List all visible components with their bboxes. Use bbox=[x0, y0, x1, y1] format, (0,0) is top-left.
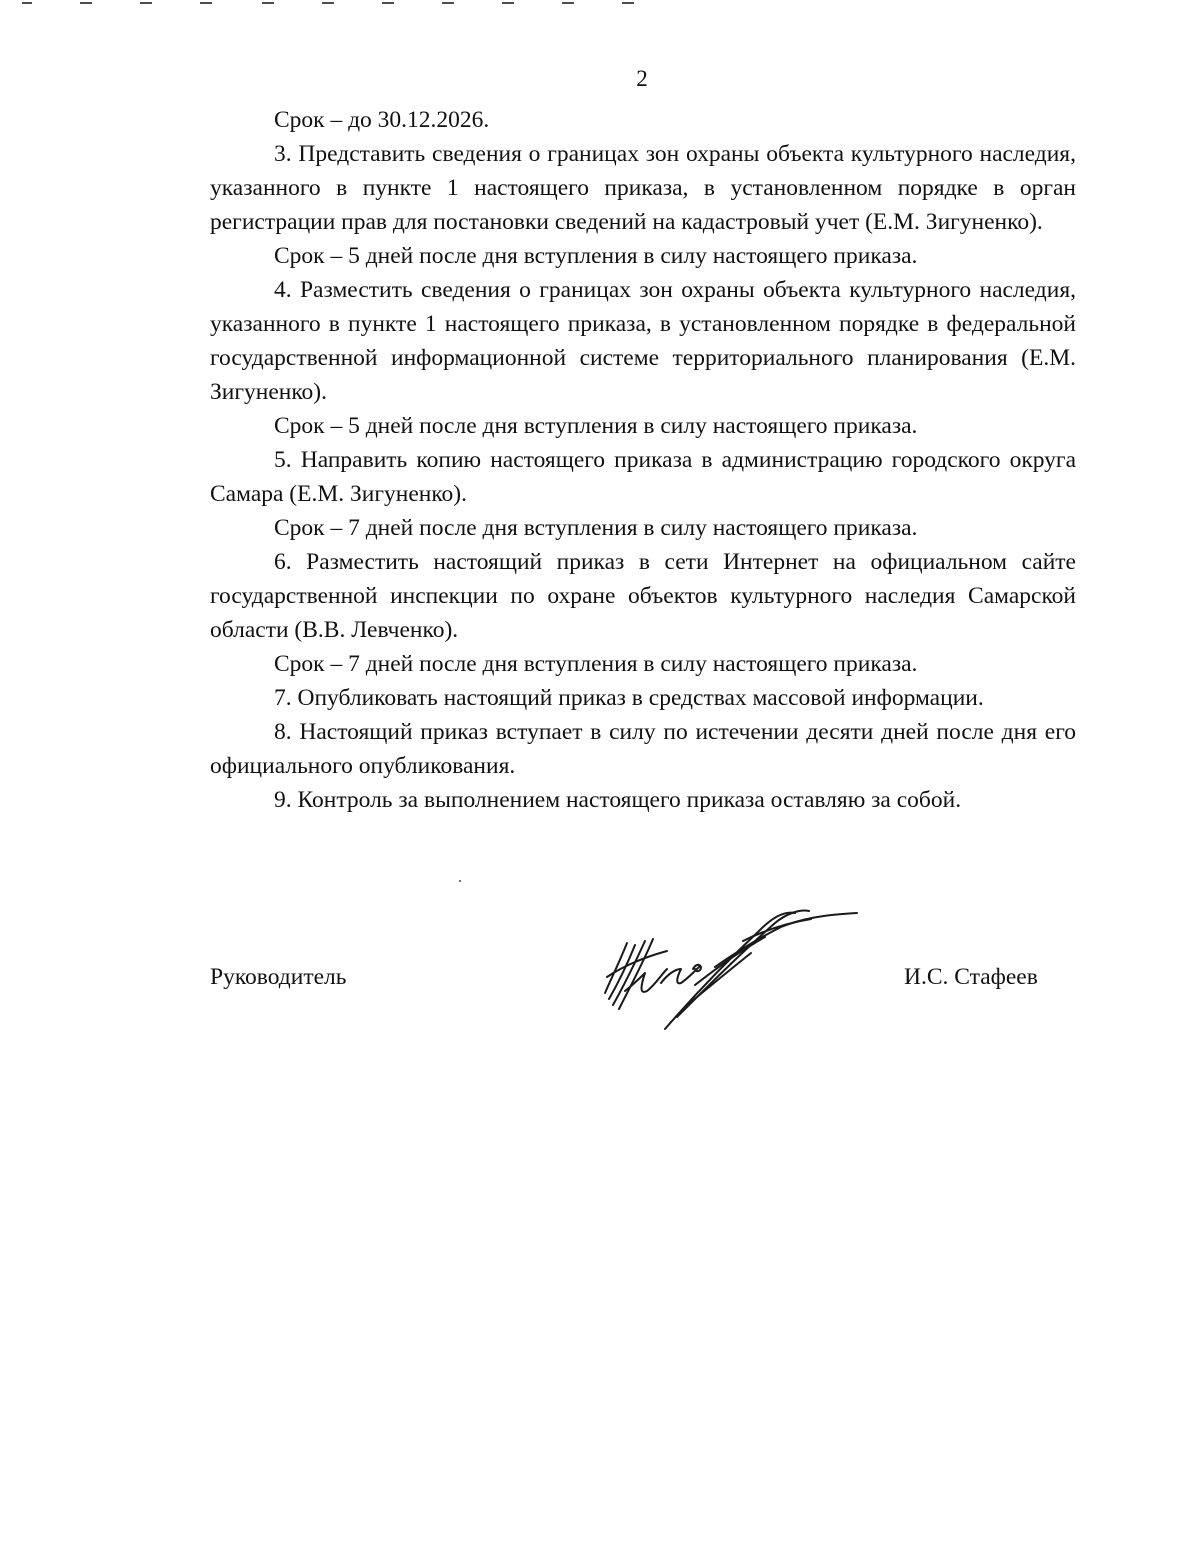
deadline-paragraph: Срок – 7 дней после дня вступления в силу настоящего приказа. bbox=[274, 651, 918, 677]
item-paragraph: 8. Настоящий приказ вступает в силу по истечении десяти дней после дня его официального опубликования. bbox=[210, 719, 1076, 779]
deadline-paragraph: Срок – 5 дней после дня вступления в силу настоящего приказа. bbox=[274, 243, 918, 269]
item-paragraph: 5. Направить копию настоящего приказа в администрацию городского округа Самара (Е.М. Зигуненко). bbox=[210, 447, 1076, 507]
handwritten-signature bbox=[595, 905, 865, 1035]
deadline-paragraph: Срок – 7 дней после дня вступления в силу настоящего приказа. bbox=[274, 515, 918, 541]
scan-edge-marks bbox=[0, 0, 660, 12]
item-paragraph: 7. Опубликовать настоящий приказ в средствах массовой информации. bbox=[274, 685, 984, 711]
scan-speck bbox=[459, 880, 461, 882]
item-paragraph: 6. Разместить настоящий приказ в сети Интернет на официальном сайте государственной инспекции по охране объектов культурного наследия Самарской области (В.В. Левченко). bbox=[210, 549, 1076, 643]
item-paragraph: 4. Разместить сведения о границах зон охраны объекта культурного наследия, указанного в пункте 1 настоящего приказа, в установленном порядке в федеральной государственной информационной системе территориального планирования (Е.М. Зигуненко). bbox=[210, 277, 1076, 405]
deadline-paragraph: Срок – до 30.12.2026. bbox=[274, 107, 490, 133]
signer-name: И.С. Стафеев bbox=[904, 964, 1038, 990]
document-body bbox=[210, 103, 1076, 817]
item-paragraph: 3. Представить сведения о границах зон охраны объекта культурного наследия, указанного в пункте 1 настоящего приказа, в установленном порядке в орган регистрации прав для постановки сведений на кадастровый учет (Е.М. Зигуненко). bbox=[210, 141, 1076, 235]
page-number: 2 bbox=[636, 66, 648, 91]
signer-position: Руководитель bbox=[210, 964, 347, 990]
item-paragraph: 9. Контроль за выполнением настоящего приказа оставляю за собой. bbox=[274, 787, 962, 813]
deadline-paragraph: Срок – 5 дней после дня вступления в силу настоящего приказа. bbox=[274, 413, 918, 439]
